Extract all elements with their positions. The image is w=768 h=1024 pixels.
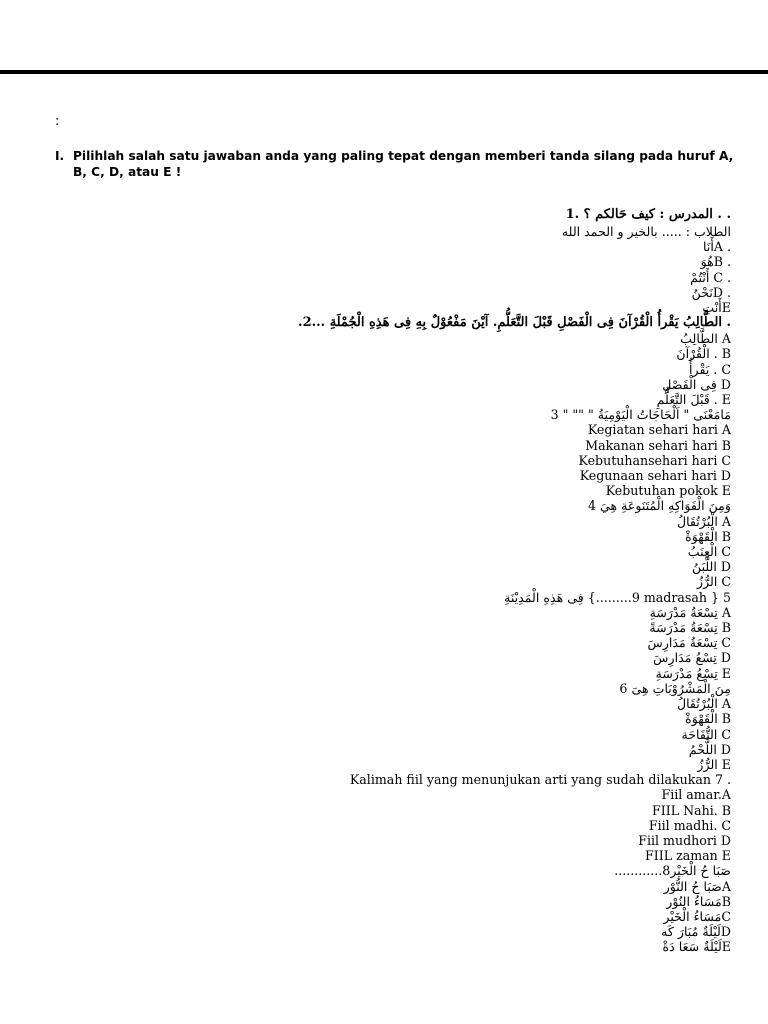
answer-line: فِى هَذِهِ الْمَدِيْنَةِ {.........9 madrasah } 5: [504, 589, 731, 605]
answer-line: اللَّبَنُ D: [691, 559, 731, 575]
answer-line: Makanan sehari hari B: [585, 437, 731, 453]
answer-line: تِسْعُ مَدْرَسَةِ E: [655, 665, 731, 681]
answer-line: الطلاب : ..... بالخير و الحمد الله: [561, 224, 731, 239]
answer-line: الْقُرْآنَ . B: [676, 346, 731, 362]
question-line: .الطَّالِبُ يَقْرأُ الْقُرْآنَ فِى الْفَصْلِ قَبْلَ التَّعَلُّمِ. آيْنَ مَفْعُوْلٌ بِهِ فِى هَذِهِ الْجُمْلَةِ ...2 .: [298, 315, 731, 331]
answer-line: أَنْتُمْ C .: [690, 269, 731, 285]
answer-line: فِى الْفَصْلِ D: [662, 376, 731, 392]
answer-line: مَامَعْنَى " اَلْحَاجَاتُ الْيَوْمِيَةُ " "" " 3: [550, 407, 731, 423]
answer-line: مِنَ الْمَشْرُوْبَاتِ هِىَ 6: [619, 680, 731, 696]
colon-text: :: [55, 114, 60, 129]
answer-line: FIIL Nahi. B: [652, 802, 731, 818]
answer-line: هُوَB .: [700, 254, 731, 270]
answer-line: الطَّالِبُ A: [680, 331, 731, 347]
answer-line: الْبُرْتُقَالُ A: [676, 513, 731, 529]
answer-line: يَقْرأُ . C: [689, 361, 731, 377]
answer-line: لَيْلَةٌ مُبَارَ كَهD: [661, 924, 731, 940]
answer-line: الْقَهْوَةْ B: [685, 528, 731, 544]
answer-line: FIIL zaman E: [645, 848, 731, 864]
answer-line: تِسْعُ مَدَارِسَ D: [653, 650, 731, 666]
answer-line: تِسْعَةُ مَدَارِسَ C: [647, 635, 731, 651]
answer-line: اللَّحْمُ D: [688, 741, 731, 757]
answer-line: أَنْتِE: [702, 300, 731, 316]
answer-line: تِسْعَةُ مَدْرَسَةً B: [649, 620, 731, 636]
answer-line: الْبُرْتُقَالُ A: [676, 696, 731, 712]
answer-line: أَنَاA .: [703, 239, 731, 255]
answer-line: صَبَا حُ النُّوْرA: [663, 878, 731, 894]
answer-line: ............صَبَا حُ الْخَيْر8: [614, 863, 731, 879]
answer-line: Kegiatan sehari hari A: [587, 422, 731, 438]
answer-line: مَسَاءُ النُوْرB: [666, 893, 731, 909]
answer-line: Kebutuhan pokok E: [605, 483, 731, 499]
answer-line: Fiil amar.A: [661, 787, 731, 803]
answer-line: الْقَهْوَةْ B: [685, 711, 731, 727]
answer-line: الْعِنَبُ C: [687, 544, 731, 560]
answer-line: لَيْلَةٌ سَعَا دَةْE: [662, 939, 731, 955]
answer-line: الرُّزُ E: [697, 756, 731, 772]
top-divider: [0, 70, 768, 74]
answer-line: Fiil mudhori D: [638, 832, 731, 848]
question-line: المدرس : كيف حَالكم ؟ .1 . .: [565, 207, 731, 222]
answer-line: Kebutuhansehari hari C: [578, 452, 731, 468]
answer-line: وَمِنَ الْفَوَاكِهِ الْمُتَنَوعَةِ هِيَ 4: [587, 498, 731, 514]
answer-line: قَبْلَ التَّعَلُّمِ . E: [656, 392, 731, 408]
instruction-block: [55, 148, 745, 180]
instruction-number: I.: [55, 149, 65, 163]
answer-line: مَسَاءُ الْخَيْرC: [663, 908, 731, 924]
answer-line: Kalimah fiil yang menunjukan arti yang sudah dilakukan 7 .: [349, 772, 731, 788]
instruction-text: Pilihlah salah satu jawaban anda yang paling tepat dengan memberi tanda silang pada huruf A, B, C, D, atau E !: [73, 149, 734, 179]
answer-line: Kegunaan sehari hari D: [579, 468, 731, 484]
answer-line: التُّفَاحَة C: [681, 726, 731, 742]
answer-line: Fiil madhi. C: [648, 817, 731, 833]
question-list: [40, 207, 731, 955]
answer-line: تِسْعَةُ مَدْرَسَةِ A: [649, 604, 731, 620]
answer-line: الرُّزُ C: [696, 574, 731, 590]
answer-line: نَحْنُD .: [691, 284, 731, 300]
